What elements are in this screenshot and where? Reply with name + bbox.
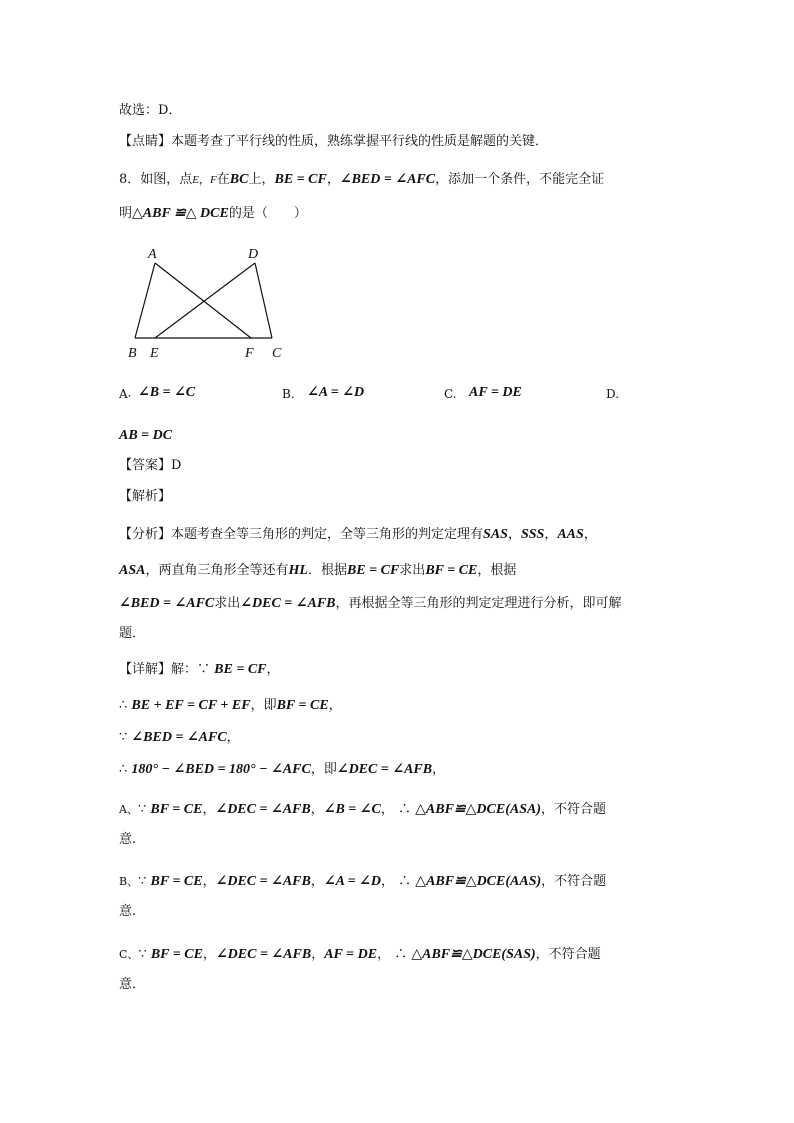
point-e: E (192, 174, 200, 186)
answer-value: D (171, 458, 182, 473)
case-expr: ∠B = ∠C (323, 802, 381, 817)
case-expr: BF = CE (150, 874, 203, 889)
because-symbol: ∵ (119, 730, 128, 745)
detail-expr: ∠DEC = ∠AFB (336, 762, 433, 777)
option-a[interactable]: A． (119, 385, 140, 401)
detail-line-3: ∵ ∠BED = ∠AFC， (119, 730, 240, 745)
segment-ab (135, 263, 155, 338)
because-symbol: ∵ (197, 662, 211, 677)
analysis-line-1: 【分析】本题考查全等三角形的判定，全等三角形的判定定理有SAS，SSS，AAS， (119, 527, 597, 542)
option-a-letter: A (119, 387, 128, 401)
case-expr: BF = CE (150, 947, 203, 962)
case-b-letter: B、 (119, 875, 139, 888)
question-text: 如图，点 (140, 172, 193, 187)
expr-bf-ce: BF = CE (425, 563, 478, 578)
answer-label: 【答案】 (119, 458, 172, 473)
triangle-figure (119, 240, 299, 365)
option-c-math: AF = DE (469, 385, 522, 400)
label-e: E (150, 346, 159, 361)
segment-bc: BC (229, 172, 249, 187)
option-c-text (469, 382, 522, 403)
label-a: A (148, 247, 157, 262)
case-a-line-2: 意． (119, 832, 146, 847)
case-a-conclusion: △ABF≌△DCE(ASA) (415, 802, 542, 817)
case-text: ，不符合题 (541, 874, 607, 889)
detail-expr: BE = CF (214, 662, 267, 677)
question-text: 的是（ ） (228, 206, 307, 221)
expr-angle-bed-afc: ∠BED = ∠AFC (119, 596, 215, 611)
detail-line-1: 【详解】解：∵ BE = CF， (119, 662, 280, 677)
option-d[interactable] (606, 384, 619, 404)
point-label: 【点睛】 (119, 134, 172, 149)
because-symbol: ∵ (138, 947, 147, 962)
option-d-text (119, 425, 172, 446)
case-a-letter: A、 (119, 803, 138, 816)
question-8-line-1: 8．如图，点E，F在BC上，BE = CF，∠BED = ∠AFC，添加一个条件，不能完全证 (119, 172, 605, 187)
detail-text: ，即 (250, 698, 277, 713)
question-text: 明 (119, 206, 133, 221)
detail-expr: 180° − ∠BED = 180° − ∠AFC (131, 762, 311, 777)
option-c[interactable] (444, 384, 457, 404)
rule-sss: SSS (520, 527, 545, 542)
rule-sas: SAS (483, 527, 508, 542)
rule-aas: AAS (557, 527, 584, 542)
therefore-symbol: ∴ (119, 762, 128, 777)
detail-expr: BE + EF = CF + EF (131, 698, 251, 713)
option-b-text (307, 382, 364, 403)
option-d-letter: D. (606, 387, 620, 401)
question-text: 上， (248, 172, 275, 187)
detail-text: ，即 (310, 762, 337, 777)
analysis-text: ，根据 (477, 563, 517, 578)
case-b-conclusion: △ABF≌△DCE(AAS) (415, 874, 542, 889)
detail-label: 【详解】解： (119, 662, 198, 677)
therefore-symbol: ∴ (398, 874, 412, 889)
detail-expr: BF = CE (276, 698, 329, 713)
rule-hl: HL (288, 563, 308, 578)
analysis-text: ．根据 (307, 563, 347, 578)
analysis-text: 求出 (399, 563, 426, 578)
option-c-letter: C. (444, 387, 457, 401)
label-f: F (245, 346, 254, 361)
detail-expr: ∠BED = ∠AFC (131, 730, 227, 745)
question-text: ， (326, 172, 340, 187)
analysis-line-4: 题． (119, 626, 146, 641)
case-c-line-2: 意． (119, 977, 146, 992)
case-c-conclusion: △ABF≌△DCE(SAS) (411, 947, 536, 962)
case-b-line-1: B、∵ BF = CE，∠DEC = ∠AFB，∠A = ∠D， ∴ △ABF≌△DCE(AAS)，不符合题 (119, 874, 607, 889)
analysis-label: 【分析】 (119, 527, 172, 542)
option-a-math: ∠B = ∠C (138, 385, 196, 400)
rule-asa: ASA (119, 563, 146, 578)
option-d-math: AB = DC (119, 428, 173, 443)
case-c-line-1: C、∵ BF = CE，∠DEC = ∠AFB，AF = DE， ∴ △ABF≌△DCE(SAS)，不符合题 (119, 947, 601, 962)
point-note (119, 132, 548, 152)
label-b: B (128, 346, 137, 361)
because-symbol: ∵ (137, 802, 147, 817)
question-8-line-2 (119, 204, 307, 224)
case-expr: ∠DEC = ∠AFB (215, 947, 312, 962)
analysis-line-3 (119, 594, 622, 614)
case-b-line-2: 意． (119, 904, 146, 919)
analysis-text: 本题考查全等三角形的判定，全等三角形的判定定理有 (171, 527, 484, 542)
case-c-letter: C、 (119, 948, 139, 961)
segment-dc (255, 263, 272, 338)
case-a-line-1: A、∵ BF = CE，∠DEC = ∠AFB，∠B = ∠C， ∴ △ABF≌△DCE(ASA)，不符合题 (119, 802, 607, 817)
option-b[interactable] (282, 384, 295, 404)
condition-angle: ∠BED = ∠AFC (339, 172, 436, 187)
option-b-math: ∠A = ∠D (307, 385, 365, 400)
label-d: D (248, 247, 259, 262)
analysis-text: ，两直角三角形全等还有 (145, 563, 289, 578)
case-expr: BF = CE (150, 802, 203, 817)
case-expr: ∠A = ∠D (323, 874, 381, 889)
question-number: 8． (119, 172, 141, 187)
because-symbol: ∵ (138, 874, 147, 889)
option-a-text (138, 382, 195, 403)
case-text: ，不符合题 (535, 947, 601, 962)
answer-line (119, 456, 181, 476)
point-text: 本题考查了平行线的性质，熟练掌握平行线的性质是解题的关键． (171, 134, 549, 149)
point-f: F (210, 174, 217, 186)
question-text: ，添加一个条件，不能完全证 (435, 172, 605, 187)
case-text: ，不符合题 (541, 802, 607, 817)
case-expr: AF = DE (324, 947, 378, 962)
analysis-line-2 (119, 561, 516, 581)
analysis-title: 【解析】 (119, 489, 172, 504)
therefore-symbol: ∴ (119, 698, 128, 713)
condition-be-cf: BE = CF (274, 172, 327, 187)
option-b-letter: B. (282, 387, 295, 401)
label-c: C (272, 346, 282, 361)
congruence-goal: △ABF ≌△ DCE (132, 206, 229, 221)
detail-line-2: ∴ BE + EF = CF + EF，即BF = CE， (119, 698, 342, 713)
expr-be-cf: BE = CF (346, 563, 400, 578)
therefore-symbol: ∴ (398, 802, 412, 817)
therefore-symbol: ∴ (394, 947, 408, 962)
detail-line-4: ∴ 180° − ∠BED = 180° − ∠AFC，即∠DEC = ∠AFB， (119, 762, 446, 777)
case-expr: ∠DEC = ∠AFB (215, 802, 311, 817)
expr-angle-dec-afb: ∠DEC = ∠AFB (240, 596, 336, 611)
analysis-text: ，再根据全等三角形的判定定理进行分析，即可解 (335, 596, 622, 611)
analysis-text: 求出 (214, 596, 241, 611)
question-text: 在 (216, 172, 230, 187)
previous-answer-line: 故选：D． (119, 103, 182, 118)
case-expr: ∠DEC = ∠AFB (215, 874, 311, 889)
